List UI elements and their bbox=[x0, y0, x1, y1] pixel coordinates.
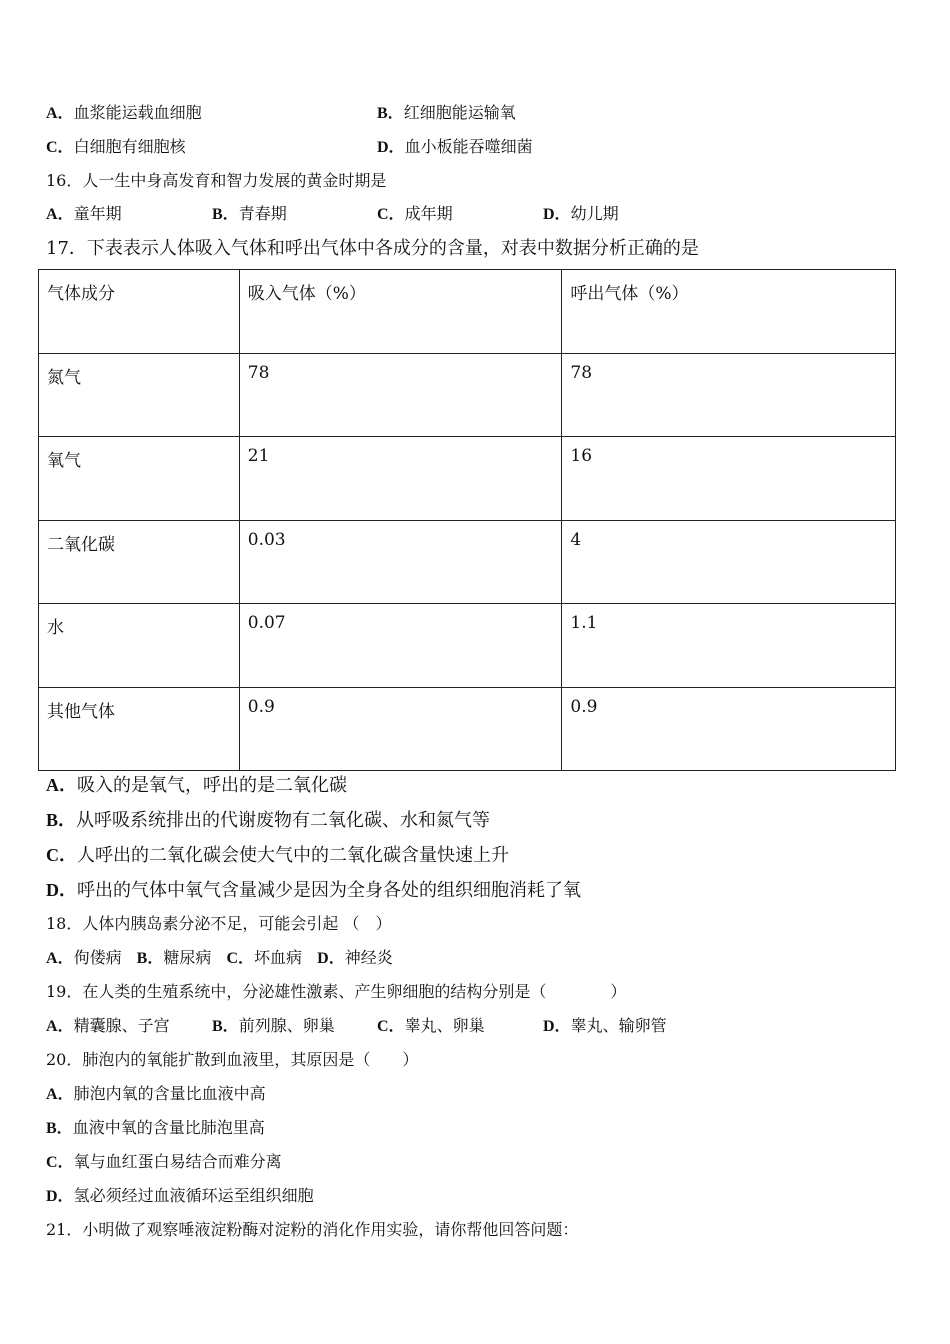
table-row bbox=[39, 604, 896, 688]
table-cell: 0.03 bbox=[239, 520, 562, 604]
table-row bbox=[39, 353, 896, 437]
q18-stem: 18．人体内胰岛素分泌不足，可能会引起 （ ） bbox=[46, 914, 392, 933]
table-cell: 其他气体 bbox=[39, 687, 240, 771]
q17-option-c: C．人呼出的二氧化碳会使大气中的二氧化碳含量快速上升 bbox=[46, 845, 509, 866]
q19-stem: 19．在人类的生殖系统中，分泌雄性激素、产生卵细胞的结构分别是（ ） bbox=[46, 982, 627, 1001]
q17-stem: 17．下表表示人体吸入气体和呼出气体中各成分的含量，对表中数据分析正确的是 bbox=[46, 238, 699, 259]
table-cell: 0.9 bbox=[562, 687, 896, 771]
q18-options: A．佝偻病 B．糖尿病 C．坏血病 D．神经炎 bbox=[46, 948, 393, 967]
q19-option-a: A．精囊腺、子宫 bbox=[46, 1016, 170, 1035]
q16-stem: 16．人一生中身高发育和智力发展的黄金时期是 bbox=[46, 171, 387, 190]
table-cell: 氧气 bbox=[39, 437, 240, 521]
q17-option-a: A．吸入的是氧气，呼出的是二氧化碳 bbox=[46, 775, 347, 796]
q15-option-c: C．白细胞有细胞核 bbox=[46, 137, 186, 156]
gas-composition-table bbox=[38, 269, 896, 771]
q20-option-b: B．血液中氧的含量比肺泡里高 bbox=[46, 1118, 265, 1137]
header-cell: 呼出气体（%） bbox=[562, 270, 896, 354]
header-cell: 吸入气体（%） bbox=[239, 270, 562, 354]
table-cell: 78 bbox=[562, 353, 896, 437]
header-cell: 气体成分 bbox=[39, 270, 240, 354]
q15-option-d: D．血小板能吞噬细菌 bbox=[377, 137, 533, 156]
q17-option-d: D．呼出的气体中氧气含量减少是因为全身各处的组织细胞消耗了氧 bbox=[46, 880, 581, 901]
table-row bbox=[39, 520, 896, 604]
q19-option-c: C．睾丸、卵巢 bbox=[377, 1016, 485, 1035]
table-cell: 1.1 bbox=[562, 604, 896, 688]
q16-option-b: B．青春期 bbox=[212, 204, 287, 223]
q19-option-d: D．睾丸、输卵管 bbox=[543, 1016, 667, 1035]
q20-option-d: D．氢必须经过血液循环运至组织细胞 bbox=[46, 1186, 314, 1205]
table-cell: 0.07 bbox=[239, 604, 562, 688]
q16-option-a: A．童年期 bbox=[46, 204, 122, 223]
q15-option-b: B．红细胞能运输氧 bbox=[377, 103, 516, 122]
table-header-row bbox=[39, 270, 896, 354]
q20-stem: 20．肺泡内的氧能扩散到血液里，其原因是（ ） bbox=[46, 1050, 419, 1069]
q20-option-a: A．肺泡内氧的含量比血液中高 bbox=[46, 1084, 266, 1103]
table-cell: 氮气 bbox=[39, 353, 240, 437]
table-cell: 水 bbox=[39, 604, 240, 688]
table-cell: 0.9 bbox=[239, 687, 562, 771]
table-cell: 二氧化碳 bbox=[39, 520, 240, 604]
q20-option-c: C．氧与血红蛋白易结合而难分离 bbox=[46, 1152, 282, 1171]
table-cell: 16 bbox=[562, 437, 896, 521]
q17-option-b: B．从呼吸系统排出的代谢废物有二氧化碳、水和氮气等 bbox=[46, 810, 491, 831]
q19-option-b: B．前列腺、卵巢 bbox=[212, 1016, 335, 1035]
q21-stem: 21．小明做了观察唾液淀粉酶对淀粉的消化作用实验，请你帮他回答问题： bbox=[46, 1220, 579, 1239]
table-cell: 78 bbox=[239, 353, 562, 437]
table-cell: 4 bbox=[562, 520, 896, 604]
table-row bbox=[39, 437, 896, 521]
q16-option-c: C．成年期 bbox=[377, 204, 453, 223]
table-row bbox=[39, 687, 896, 771]
q15-option-a: A．血浆能运载血细胞 bbox=[46, 103, 202, 122]
table-cell: 21 bbox=[239, 437, 562, 521]
q16-option-d: D．幼儿期 bbox=[543, 204, 619, 223]
